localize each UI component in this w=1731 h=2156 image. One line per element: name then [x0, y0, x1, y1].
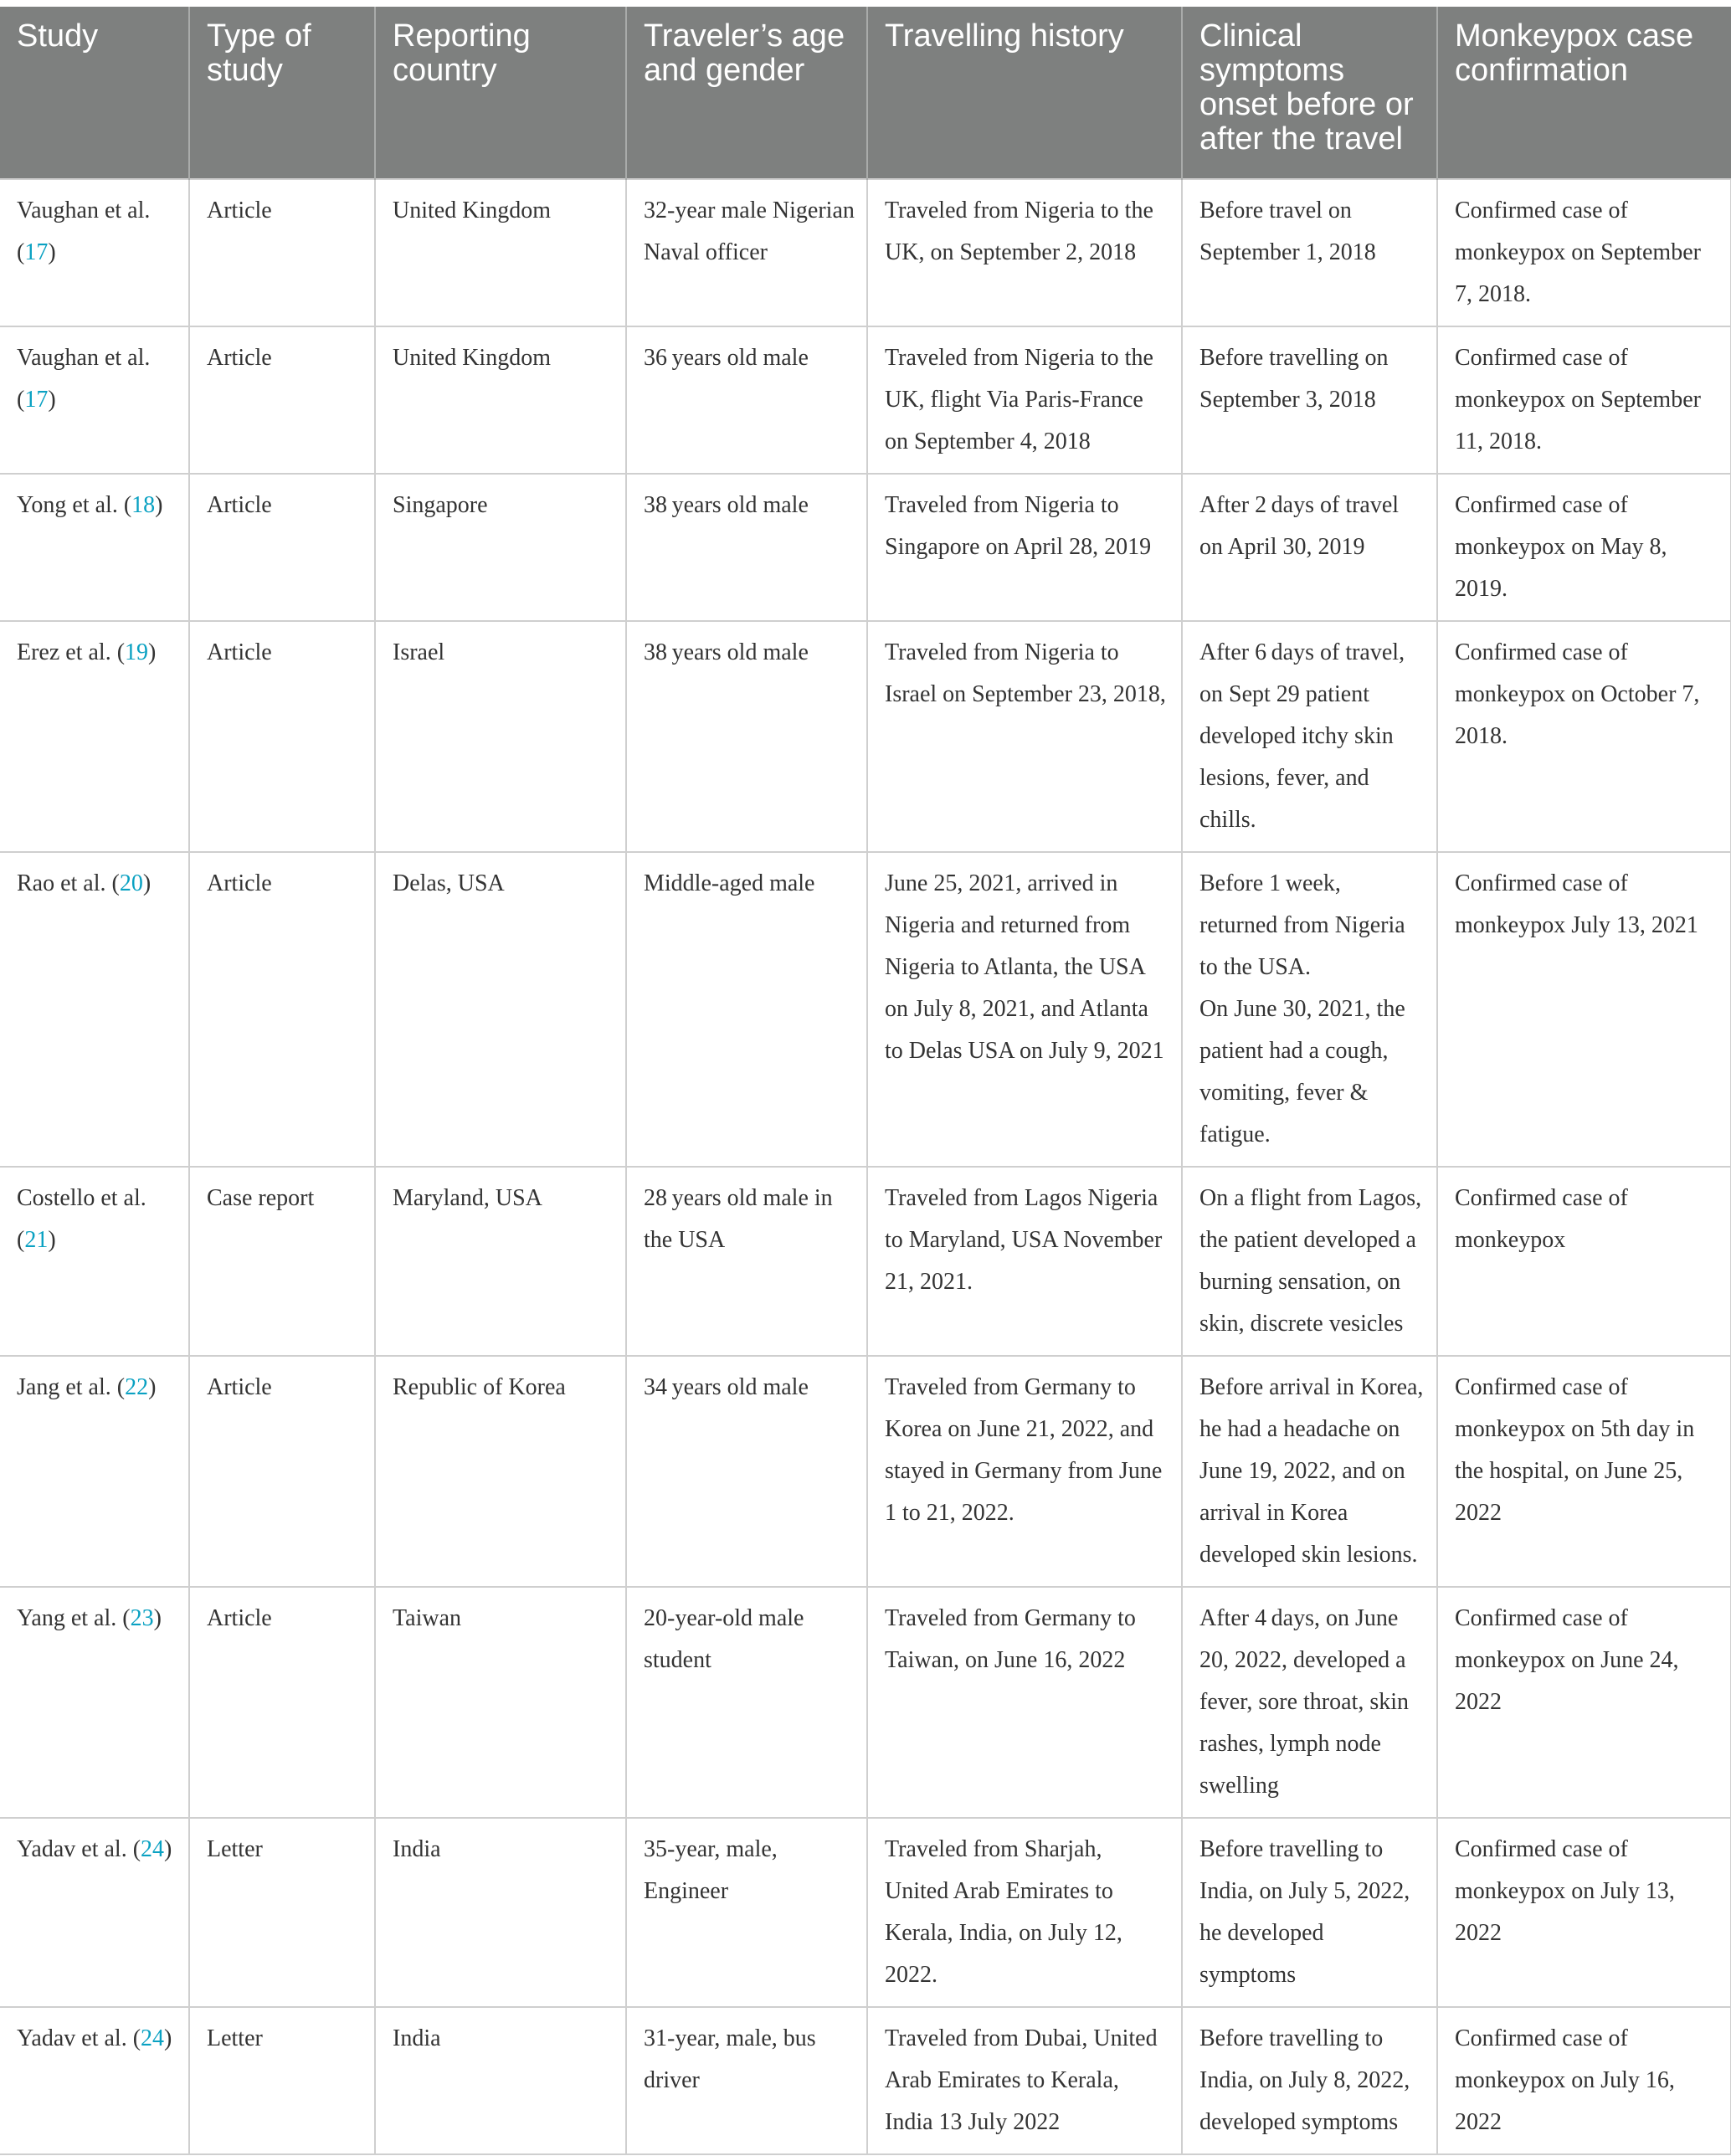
- monkeypox-travel-cases-table: [0, 7, 1731, 2155]
- cell-traveler: 28 years old male in the USA: [626, 1167, 867, 1356]
- cell-symptoms-onset: [1182, 1587, 1437, 1818]
- table-header: [0, 7, 1731, 179]
- table-row: [0, 1818, 1731, 2007]
- cell-reporting-country: Taiwan: [375, 1587, 626, 1818]
- cell-travelling-history: Traveled from Dubai, United Arab Emirates to Kerala, India 13 July 2022: [867, 2007, 1182, 2154]
- cell-case-confirmation: Confirmed case of monkeypox on July 16, 2022: [1437, 2007, 1731, 2154]
- study-author: Yadav et al.: [17, 2025, 127, 2051]
- reference-link[interactable]: 17: [24, 239, 49, 265]
- reference-link[interactable]: 21: [24, 1227, 49, 1253]
- cell-symptoms-onset: [1182, 852, 1437, 1167]
- cell-study: Yadav et al. (24): [0, 1818, 189, 2007]
- cell-reporting-country: Singapore: [375, 474, 626, 621]
- table-row: [0, 621, 1731, 852]
- header-type-of-study: Type of study: [189, 7, 375, 179]
- cell-traveler: 20-year-old male student: [626, 1587, 867, 1818]
- cell-study: Vaughan et al. (17): [0, 326, 189, 474]
- onset-text-continued: On June 30, 2021, the patient had a cough, vomiting, fever & fatigue.: [1199, 996, 1405, 1147]
- onset-text: Before travelling to India, on July 8, 2022, developed symptoms: [1199, 2025, 1410, 2135]
- cell-travelling-history: Traveled from Nigeria to Israel on September 23, 2018,: [867, 621, 1182, 852]
- table-row: [0, 1356, 1731, 1587]
- cell-case-confirmation: Confirmed case of monkeypox on June 24, 2022: [1437, 1587, 1731, 1818]
- onset-text: Before arrival in Korea, he had a headache on June 19, 2022, and on arrival in Korea developed skin lesions.: [1199, 1374, 1424, 1568]
- cell-travelling-history: Traveled from Germany to Taiwan, on June 16, 2022: [867, 1587, 1182, 1818]
- cell-symptoms-onset: [1182, 621, 1437, 852]
- cell-reporting-country: United Kingdom: [375, 326, 626, 474]
- onset-text: After 6 days of travel, on Sept 29 patient developed itchy skin lesions, fever, and chills.: [1199, 639, 1405, 833]
- cell-case-confirmation: Confirmed case of monkeypox on 5th day in the hospital, on June 25, 2022: [1437, 1356, 1731, 1587]
- cell-travelling-history: Traveled from Nigeria to Singapore on April 28, 2019: [867, 474, 1182, 621]
- cell-traveler: 31-year, male, bus driver: [626, 2007, 867, 2154]
- header-travelling-history: Travelling history: [867, 7, 1182, 179]
- cell-case-confirmation: Confirmed case of monkeypox on September 7, 2018.: [1437, 179, 1731, 326]
- cell-reporting-country: Republic of Korea: [375, 1356, 626, 1587]
- reference-link[interactable]: 19: [125, 639, 149, 665]
- study-author: Erez et al.: [17, 639, 111, 665]
- study-author: Yong et al.: [17, 492, 118, 518]
- header-traveler-age-gender: Traveler’s age and gender: [626, 7, 867, 179]
- reference-link[interactable]: 17: [24, 387, 49, 413]
- study-author: Yang et al.: [17, 1605, 117, 1631]
- header-symptoms-onset: Clinical symptoms onset before or after the travel: [1182, 7, 1437, 179]
- cell-study: Yong et al. (18): [0, 474, 189, 621]
- cell-case-confirmation: Confirmed case of monkeypox July 13, 2021: [1437, 852, 1731, 1167]
- cell-type-of-study: Letter: [189, 1818, 375, 2007]
- cell-traveler: 34 years old male: [626, 1356, 867, 1587]
- cell-symptoms-onset: [1182, 179, 1437, 326]
- onset-text: After 4 days, on June 20, 2022, developed a fever, sore throat, skin rashes, lymph node swelling: [1199, 1605, 1410, 1799]
- cell-traveler: Middle-aged male: [626, 852, 867, 1167]
- cell-type-of-study: Article: [189, 1587, 375, 1818]
- cell-reporting-country: Maryland, USA: [375, 1167, 626, 1356]
- cell-type-of-study: Case report: [189, 1167, 375, 1356]
- table-row: [0, 1587, 1731, 1818]
- study-author: Yadav et al.: [17, 1836, 127, 1862]
- table-row: [0, 179, 1731, 326]
- cell-symptoms-onset: [1182, 474, 1437, 621]
- cell-symptoms-onset: [1182, 2007, 1437, 2154]
- cell-traveler: 35-year, male, Engineer: [626, 1818, 867, 2007]
- cell-type-of-study: Article: [189, 621, 375, 852]
- cell-symptoms-onset: [1182, 1356, 1437, 1587]
- table-row: [0, 1167, 1731, 1356]
- header-reporting-country: Reporting country: [375, 7, 626, 179]
- reference-link[interactable]: 24: [141, 1836, 165, 1862]
- study-author: Jang et al.: [17, 1374, 111, 1400]
- cell-reporting-country: India: [375, 1818, 626, 2007]
- header-row: [0, 7, 1731, 179]
- cell-travelling-history: Traveled from Nigeria to the UK, on September 2, 2018: [867, 179, 1182, 326]
- reference-link[interactable]: 23: [130, 1605, 154, 1631]
- cell-symptoms-onset: [1182, 326, 1437, 474]
- cell-study: Costello et al. (21): [0, 1167, 189, 1356]
- cell-symptoms-onset: [1182, 1818, 1437, 2007]
- cell-symptoms-onset: [1182, 1167, 1437, 1356]
- cell-type-of-study: Article: [189, 326, 375, 474]
- table-body: [0, 179, 1731, 2154]
- cell-case-confirmation: Confirmed case of monkeypox on July 13, 2022: [1437, 1818, 1731, 2007]
- cell-traveler: 36 years old male: [626, 326, 867, 474]
- cell-study: Rao et al. (20): [0, 852, 189, 1167]
- cell-study: Yadav et al. (24): [0, 2007, 189, 2154]
- header-study: Study: [0, 7, 189, 179]
- cell-traveler: 38 years old male: [626, 621, 867, 852]
- cell-travelling-history: Traveled from Germany to Korea on June 21, 2022, and stayed in Germany from June 1 to 21, 2022.: [867, 1356, 1182, 1587]
- cell-case-confirmation: Confirmed case of monkeypox: [1437, 1167, 1731, 1356]
- header-case-confirmation: Monkeypox case confirmation: [1437, 7, 1731, 179]
- study-author: Vaughan et al.: [17, 198, 151, 223]
- onset-text: After 2 days of travel on April 30, 2019: [1199, 492, 1400, 560]
- cell-type-of-study: Article: [189, 179, 375, 326]
- cell-type-of-study: Article: [189, 474, 375, 621]
- table-row: [0, 2007, 1731, 2154]
- cell-reporting-country: United Kingdom: [375, 179, 626, 326]
- cell-study: Vaughan et al. (17): [0, 179, 189, 326]
- reference-link[interactable]: 18: [131, 492, 156, 518]
- table-row: [0, 326, 1731, 474]
- cell-reporting-country: Delas, USA: [375, 852, 626, 1167]
- cell-traveler: 32-year male Nigerian Naval officer: [626, 179, 867, 326]
- table-row: [0, 474, 1731, 621]
- onset-text: Before travelling to India, on July 5, 2022, he developed symptoms: [1199, 1836, 1410, 1988]
- onset-text: Before travelling on September 3, 2018: [1199, 345, 1389, 413]
- table-row: [0, 852, 1731, 1167]
- cell-study: Yang et al. (23): [0, 1587, 189, 1818]
- cell-traveler: 38 years old male: [626, 474, 867, 621]
- cell-travelling-history: Traveled from Sharjah, United Arab Emirates to Kerala, India, on July 12, 2022.: [867, 1818, 1182, 2007]
- cell-study: Erez et al. (19): [0, 621, 189, 852]
- reference-link[interactable]: 24: [141, 2025, 165, 2051]
- cell-type-of-study: Article: [189, 852, 375, 1167]
- onset-text: Before travel on September 1, 2018: [1199, 198, 1376, 265]
- cell-type-of-study: Article: [189, 1356, 375, 1587]
- reference-link[interactable]: 22: [125, 1374, 149, 1400]
- study-author: Vaughan et al.: [17, 345, 151, 371]
- cell-type-of-study: Letter: [189, 2007, 375, 2154]
- cell-case-confirmation: Confirmed case of monkeypox on October 7, 2018.: [1437, 621, 1731, 852]
- cell-study: Jang et al. (22): [0, 1356, 189, 1587]
- cell-reporting-country: Israel: [375, 621, 626, 852]
- cell-case-confirmation: Confirmed case of monkeypox on May 8, 2019.: [1437, 474, 1731, 621]
- cell-travelling-history: Traveled from Nigeria to the UK, flight Via Paris-France on September 4, 2018: [867, 326, 1182, 474]
- cell-travelling-history: June 25, 2021, arrived in Nigeria and returned from Nigeria to Atlanta, the USA on July 8, 2021, and Atlanta to Delas USA on July 9, 2021: [867, 852, 1182, 1167]
- onset-text: On a flight from Lagos, the patient developed a burning sensation, on skin, discrete vesicles: [1199, 1185, 1422, 1337]
- cell-reporting-country: India: [375, 2007, 626, 2154]
- onset-text: Before 1 week, returned from Nigeria to the USA.: [1199, 870, 1405, 980]
- study-author: Costello et al.: [17, 1185, 146, 1211]
- study-author: Rao et al.: [17, 870, 106, 896]
- cell-case-confirmation: Confirmed case of monkeypox on September 11, 2018.: [1437, 326, 1731, 474]
- reference-link[interactable]: 20: [119, 870, 143, 896]
- cell-travelling-history: Traveled from Lagos Nigeria to Maryland, USA November 21, 2021.: [867, 1167, 1182, 1356]
